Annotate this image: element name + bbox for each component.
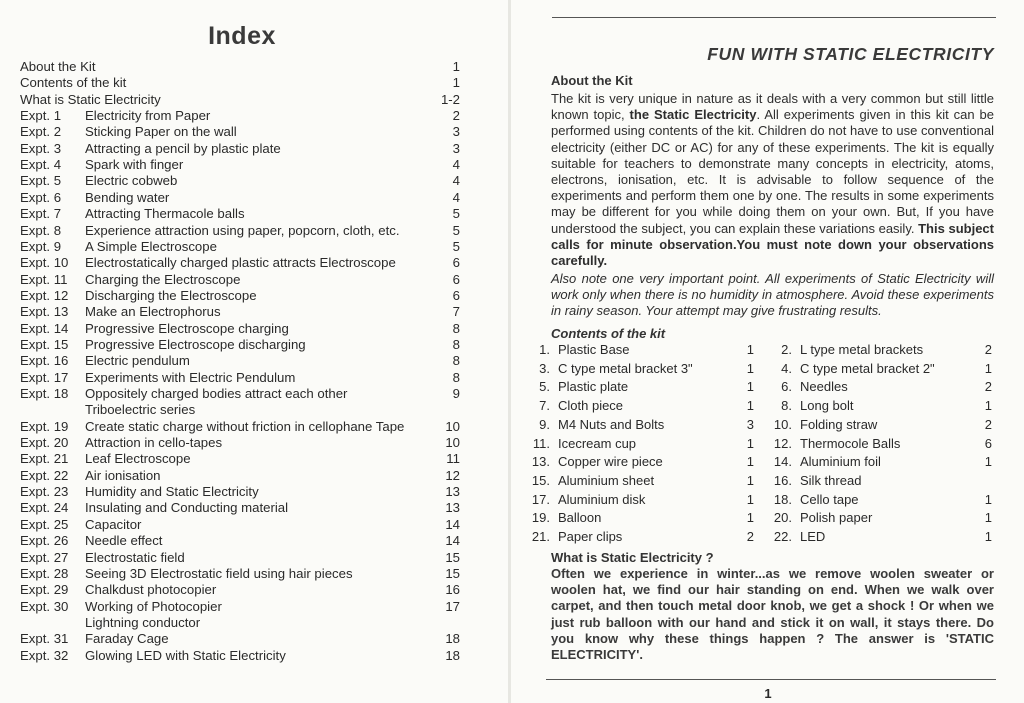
index-entry-label: Expt. 30: [20, 598, 69, 614]
contents-item-name: Balloon: [558, 510, 602, 526]
bottom-rule: [546, 679, 996, 680]
index-entry-page: 4: [452, 189, 460, 205]
contents-item-qty: 1: [746, 342, 754, 357]
index-entry: [20, 484, 460, 500]
index-entry-title: Create static charge without friction in cellophane Tape: [85, 418, 405, 434]
contents-item-number: 18.: [773, 491, 792, 507]
index-entry-label: Expt. 20: [20, 435, 69, 451]
index-entry-page: 18: [445, 631, 460, 647]
contents-item-qty: 1: [746, 510, 754, 526]
contents-item-qty: 2: [984, 342, 992, 357]
index-entry-label: Expt. 28: [20, 565, 69, 581]
index-entry-title: Electrostatically charged plastic attracts Electroscope: [85, 255, 396, 271]
contents-item-qty: 1: [746, 360, 754, 376]
contents-item-number: 4.: [781, 360, 792, 376]
contents-item: [770, 472, 992, 490]
index-entry-page: 5: [452, 238, 460, 254]
index-entry-label: Expt. 14: [20, 320, 69, 336]
contents-item-name: Copper wire piece: [558, 454, 663, 470]
index-entry-page: 2: [452, 108, 460, 124]
contents-heading: Contents of the kit: [551, 326, 666, 341]
index-entry-page: 4: [452, 173, 460, 189]
index-entry-title: Bending water: [85, 189, 170, 205]
index-entry: [20, 517, 460, 533]
index-entry-label: What is Static Electricity: [20, 91, 161, 107]
index-entry: [20, 402, 460, 418]
index-entry-page: 1-2: [440, 91, 460, 107]
index-entry-title: Leaf Electroscope: [85, 451, 191, 467]
top-rule: [552, 17, 996, 18]
index-entry-label: Expt. 8: [20, 222, 62, 238]
index-entry-label: Expt. 5: [20, 173, 62, 189]
index-entry: [20, 59, 460, 75]
index-title: Index: [208, 22, 276, 50]
index-entry-title: Humidity and Static Electricity: [85, 484, 259, 500]
index-entry-page: 18: [445, 647, 460, 663]
index-entry: [20, 631, 460, 647]
right-page-title: FUN WITH STATIC ELECTRICITY: [707, 44, 994, 64]
index-entry-title: Progressive Electroscope charging: [85, 320, 289, 336]
contents-item: [528, 360, 754, 378]
index-entry: [20, 337, 460, 353]
contents-item-number: 22.: [773, 529, 792, 544]
contents-item-qty: 1: [984, 510, 992, 526]
index-entry-label: Expt. 21: [20, 451, 69, 467]
index-entry-page: 3: [452, 140, 460, 156]
contents-item: [770, 435, 992, 453]
contents-item-name: Long bolt: [800, 398, 854, 414]
index-entry-page: 14: [445, 533, 460, 549]
contents-item-number: 5.: [539, 379, 550, 395]
index-entry-page: 13: [445, 500, 460, 516]
contents-item: [770, 416, 992, 434]
right-page: [512, 0, 1024, 703]
contents-item-name: Aluminium disk: [558, 491, 646, 507]
about-heading: About the Kit: [551, 73, 633, 88]
about-text-d: This subject calls for minute observation.You must note down your observations carefully.: [551, 220, 994, 269]
index-entry-label: Expt. 15: [20, 336, 69, 352]
index-entry-title: Working of Photocopier: [85, 598, 222, 614]
contents-item-name: Silk thread: [800, 472, 862, 488]
index-entry-page: 10: [445, 435, 460, 451]
index-entry: [20, 173, 460, 189]
index-entry-page: 7: [452, 304, 460, 320]
index-entry-page: 10: [445, 418, 460, 434]
contents-item-number: 2.: [781, 342, 792, 357]
index-entry-page: 5: [452, 206, 460, 222]
index-entry-title: Experience attraction using paper, popcorn, cloth, etc.: [85, 222, 400, 238]
contents-item-number: 16.: [773, 472, 792, 488]
contents-item-number: 15.: [531, 472, 550, 488]
index-entry-label: Expt. 26: [20, 533, 69, 549]
index-entry: [20, 255, 460, 271]
index-entry: [20, 468, 460, 484]
index-entry: [20, 272, 460, 288]
contents-item-qty: 2: [984, 379, 992, 395]
contents-item: [528, 416, 754, 434]
index-entry-page: 6: [452, 287, 460, 303]
index-entry-page: 9: [452, 386, 460, 401]
index-entry-page: 15: [445, 549, 460, 565]
index-entry-page: 4: [452, 157, 460, 173]
contents-item: [770, 341, 992, 359]
index-entry-title: Faraday Cage: [85, 631, 169, 647]
contents-item-number: 17.: [531, 491, 550, 507]
index-entry: [20, 157, 460, 173]
contents-item-qty: 6: [984, 435, 992, 451]
contents-item-name: L type metal brackets: [800, 342, 924, 357]
contents-item-number: 6.: [781, 379, 792, 395]
index-entry: [20, 451, 460, 467]
contents-item-number: 9.: [539, 416, 550, 432]
contents-item: [528, 341, 754, 359]
contents-item-number: 13.: [531, 454, 550, 470]
index-entry-label: Expt. 9: [20, 238, 62, 254]
contents-item-qty: 1: [746, 398, 754, 414]
contents-item-name: M4 Nuts and Bolts: [558, 416, 665, 432]
contents-item-qty: 1: [984, 491, 992, 507]
contents-item-name: Plastic Base: [558, 342, 630, 357]
contents-item-number: 3.: [539, 360, 550, 376]
index-entry-label: About the Kit: [20, 59, 96, 74]
contents-item-name: Thermocole Balls: [800, 435, 901, 451]
contents-item-qty: 2: [984, 416, 992, 432]
contents-item: [528, 453, 754, 471]
index-entry-title: Attraction in cello-tapes: [85, 435, 223, 451]
contents-item: [770, 360, 992, 378]
contents-item-name: Cello tape: [800, 491, 859, 507]
index-entry-title: Oppositely charged bodies attract each other: [85, 386, 348, 401]
index-entry: [20, 124, 460, 140]
contents-item-qty: 1: [984, 529, 992, 544]
contents-item-name: Paper clips: [558, 529, 623, 544]
contents-item: [528, 491, 754, 509]
contents-item: [770, 528, 992, 546]
index-entry: [20, 304, 460, 320]
contents-item-name: Plastic plate: [558, 379, 629, 395]
index-entry-title: Triboelectric series: [85, 402, 196, 418]
index-entry-label: Expt. 3: [20, 140, 62, 156]
index-entry-page: 6: [452, 255, 460, 271]
index-entry: [20, 648, 460, 664]
index-entry-page: 8: [452, 320, 460, 336]
index-entry-label: Expt. 22: [20, 467, 69, 483]
contents-item-qty: 3: [746, 416, 754, 432]
index-entry-label: Expt. 6: [20, 189, 62, 205]
index-entry: [20, 615, 460, 631]
page-gutter: [508, 0, 511, 703]
index-entry: [20, 288, 460, 304]
index-entry-title: Chalkdust photocopier: [85, 582, 217, 598]
index-entry-title: Make an Electrophorus: [85, 304, 221, 320]
index-entry-title: Electrostatic field: [85, 549, 185, 565]
contents-item-name: Folding straw: [800, 416, 878, 432]
page-number: 1: [764, 686, 772, 701]
contents-item: [528, 397, 754, 415]
contents-item-name: Polish paper: [800, 510, 873, 526]
index-entry-label: Expt. 12: [20, 287, 69, 303]
humidity-note: Also note one very important point. All experiments of Static Electricity will work only when there is no humidity in atmosphere. Avoid these experiments in rainy season. Your attempt may give frustrating results.: [551, 271, 994, 319]
index-entry-label: Expt. 23: [20, 484, 69, 500]
index-entry-title: Attracting Thermacole balls: [85, 206, 245, 222]
contents-item: [770, 378, 992, 396]
index-entry-label: Contents of the kit: [20, 75, 127, 91]
index-entry-page: 11: [446, 451, 460, 467]
contents-item-number: 19.: [531, 510, 550, 526]
index-entry-page: 14: [445, 516, 460, 532]
contents-item: [528, 378, 754, 396]
index-entry-label: Expt. 16: [20, 353, 69, 369]
index-entry-title: Sticking Paper on the wall: [85, 124, 237, 140]
index-entry-page: 17: [445, 598, 460, 614]
contents-item-qty: 1: [746, 379, 754, 395]
contents-item-name: LED: [800, 529, 826, 544]
index-entry-label: Expt. 7: [20, 206, 62, 222]
contents-item-name: Icecream cup: [558, 435, 637, 451]
index-entry: [20, 370, 460, 386]
index-entry: [20, 239, 460, 255]
index-entry: [20, 550, 460, 566]
index-entry-title: Seeing 3D Electrostatic field using hair pieces: [85, 565, 353, 581]
index-entry-title: Progressive Electroscope discharging: [85, 336, 306, 352]
index-entry: [20, 386, 460, 402]
contents-item-name: C type metal bracket 2": [800, 360, 935, 376]
about-text-b: the Static Electricity: [629, 107, 757, 123]
contents-item-qty: 1: [746, 454, 754, 470]
index-entry-title: Capacitor: [85, 516, 142, 532]
contents-item-number: 12.: [773, 435, 792, 451]
index-entry-title: Attracting a pencil by plastic plate: [85, 140, 281, 156]
contents-item-number: 7.: [539, 398, 550, 414]
index-entry-page: 5: [452, 222, 460, 238]
index-entry-title: Needle effect: [85, 533, 163, 549]
index-entry-page: 3: [452, 124, 460, 140]
index-entry: [20, 500, 460, 516]
index-entry-label: Expt. 24: [20, 500, 69, 516]
about-text-c: . All experiments given in this kit can be performed using contents of the kit. Children do not have to use conventional electricity (either DC or AC) for any of these experiments. The kit is equally suitable for teachers to demonstrate many concepts in electricity, atoms, electrons, ionisation, etc. It is advisable to follow sequence of the experiments and perform them one by one. The results in some experiments may be different for you while doing them on your own. But, If you have understood the subject, you can explain these variations easily.: [551, 107, 995, 236]
index-entry-page: 1: [452, 75, 460, 91]
index-entry-label: Expt. 31: [20, 631, 69, 647]
contents-item-name: Cloth piece: [558, 398, 624, 414]
index-entry-label: Expt. 29: [20, 582, 69, 598]
index-entry-label: Expt. 11: [20, 271, 68, 287]
contents-item-name: Aluminium sheet: [558, 472, 655, 488]
index-entry: [20, 566, 460, 582]
contents-item-qty: 2: [746, 529, 754, 544]
contents-item-qty: 1: [746, 472, 754, 488]
index-entry-label: Expt. 2: [20, 124, 62, 140]
index-entry-label: Expt. 4: [20, 157, 62, 173]
index-entry-title: Air ionisation: [85, 467, 161, 483]
contents-item-number: 20.: [773, 510, 792, 526]
index-entry-page: 8: [452, 336, 460, 352]
index-entry: [20, 353, 460, 369]
index-entry-page: 1: [452, 59, 460, 74]
index-entry-title: A Simple Electroscope: [85, 238, 217, 254]
index-entry-label: Expt. 27: [20, 549, 69, 565]
contents-item: [770, 397, 992, 415]
index-entry-title: Charging the Electroscope: [85, 271, 241, 287]
contents-item-qty: 1: [984, 398, 992, 414]
index-entry: [20, 599, 460, 615]
contents-item: [528, 472, 754, 490]
index-entry: [20, 419, 460, 435]
index-entry-page: 16: [445, 582, 460, 598]
index-entry: [20, 75, 460, 91]
index-entry: [20, 533, 460, 549]
index-entry-label: Expt. 32: [20, 647, 69, 663]
index-entry-label: Expt. 18: [20, 386, 69, 401]
index-entry-page: 12: [445, 467, 460, 483]
contents-item: [770, 453, 992, 471]
index-entry: [20, 190, 460, 206]
contents-item-qty: 1: [984, 454, 992, 470]
index-entry-page: 8: [452, 353, 460, 369]
index-entry: [20, 321, 460, 337]
index-entry-title: Discharging the Electroscope: [85, 287, 257, 303]
index-entry-title: Experiments with Electric Pendulum: [85, 369, 296, 385]
contents-item-number: 21.: [531, 529, 550, 544]
contents-item-name: Needles: [800, 379, 848, 395]
index-entry-label: Expt. 19: [20, 418, 69, 434]
contents-item-number: 10.: [773, 416, 792, 432]
contents-item-number: 1.: [539, 342, 550, 357]
contents-item-qty: 1: [746, 491, 754, 507]
what-paragraph: Often we experience in winter...as we remove woolen sweater or woolen hat, we find our hair standing on end. When we walk over carpet, and then touch metal door knob, we get a shock ! Or when we just rub balloon with our hand and stick it on wall, it stays there. Do you know why these things happen ? The answer is 'STATIC ELECTRICITY'.: [551, 566, 994, 663]
index-entry: [20, 92, 460, 108]
contents-item-name: C type metal bracket 3": [558, 360, 693, 376]
index-entry: [20, 435, 460, 451]
index-entry-title: Glowing LED with Static Electricity: [85, 647, 286, 663]
contents-item: [770, 509, 992, 527]
contents-item-number: 14.: [773, 454, 792, 470]
about-paragraph: [551, 91, 994, 269]
index-entry-title: Spark with finger: [85, 157, 184, 173]
index-entry-label: Expt. 10: [20, 255, 69, 271]
index-entry-page: 8: [452, 369, 460, 385]
index-entry-label: Expt. 1: [20, 108, 62, 124]
contents-item: [528, 528, 754, 546]
index-entry: [20, 206, 460, 222]
index-entry-label: Expt. 17: [20, 369, 69, 385]
index-entry-title: Electric cobweb: [85, 173, 178, 189]
contents-item-number: 8.: [781, 398, 792, 414]
index-entry-label: Expt. 13: [20, 304, 69, 320]
contents-item: [528, 509, 754, 527]
contents-item-number: 11.: [532, 435, 550, 451]
index-entry-title: Electric pendulum: [85, 353, 190, 369]
index-entry-page: 15: [445, 565, 460, 581]
index-entry: [20, 141, 460, 157]
contents-item: [528, 435, 754, 453]
contents-item-qty: 1: [746, 435, 754, 451]
contents-item-name: Aluminium foil: [800, 454, 881, 470]
index-entry: [20, 223, 460, 239]
index-entry-page: 13: [445, 484, 460, 500]
index-entry-label: Expt. 25: [20, 516, 69, 532]
contents-item: [770, 491, 992, 509]
what-heading: What is Static Electricity ?: [551, 550, 714, 565]
index-entry: [20, 108, 460, 124]
index-entry-title: Insulating and Conducting material: [85, 500, 289, 516]
index-entry: [20, 582, 460, 598]
about-text-a: The kit is very unique in nature as it deals with a very common but still little known topic,: [551, 91, 994, 123]
index-entry-title: Electricity from Paper: [85, 108, 211, 124]
left-page: [0, 0, 510, 703]
index-entry-page: 6: [452, 271, 460, 287]
contents-item-qty: 1: [984, 360, 992, 376]
index-entry-title: Lightning conductor: [85, 614, 201, 630]
